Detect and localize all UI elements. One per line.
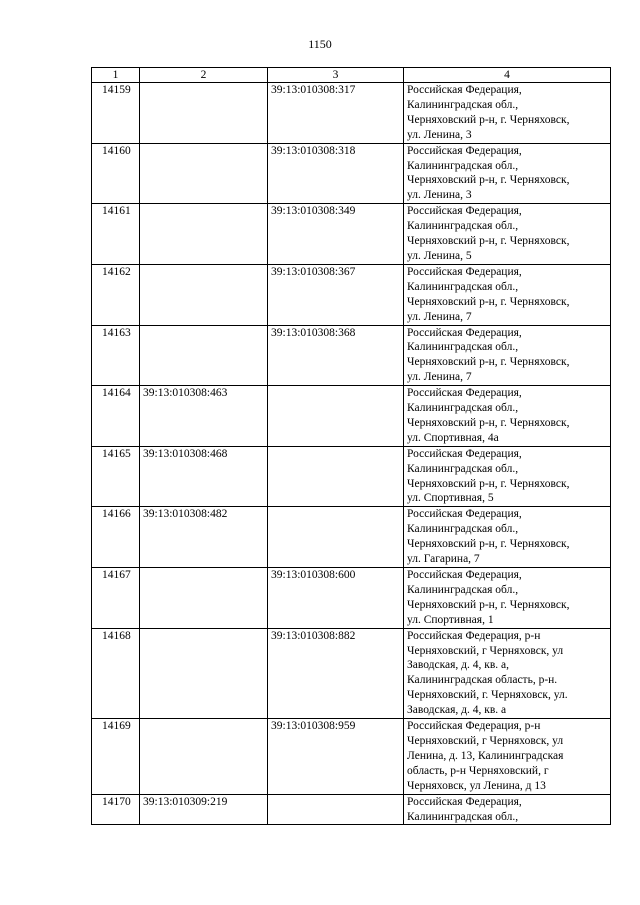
row-number-cell: 14164 bbox=[92, 386, 140, 447]
registry-table bbox=[91, 67, 611, 825]
address-cell: Российская Федерация, р-н Черняховский, г Черняховск, ул Заводская, д. 4, кв. а, Калининградская область, р-н. Черняховский, г. Черняховск, ул. Заводская, д. 4, кв. а bbox=[404, 628, 611, 718]
address-cell: Российская Федерация, Калининградская обл., Черняховский р-н, г. Черняховск, ул. Спортивная, 4а bbox=[404, 386, 611, 447]
cadastral-number-cell bbox=[140, 628, 268, 718]
cadastral-number-cell: 39:13:010308:349 bbox=[268, 204, 404, 265]
address-cell: Российская Федерация, Калининградская обл., Черняховский р-н, г. Черняховск, ул. Гагарина, 7 bbox=[404, 507, 611, 568]
row-number-cell: 14170 bbox=[92, 794, 140, 825]
address-cell: Российская Федерация, Калининградская обл., Черняховский р-н, г. Черняховск, ул. Ленина, 7 bbox=[404, 325, 611, 386]
table-row bbox=[92, 143, 611, 204]
row-number-cell: 14166 bbox=[92, 507, 140, 568]
cadastral-number-cell bbox=[140, 83, 268, 144]
cadastral-number-cell: 39:13:010308:463 bbox=[140, 386, 268, 447]
cadastral-number-cell bbox=[268, 386, 404, 447]
page-number: 1150 bbox=[308, 37, 332, 51]
row-number-cell: 14168 bbox=[92, 628, 140, 718]
cadastral-number-cell bbox=[140, 325, 268, 386]
cadastral-number-cell: 39:13:010308:367 bbox=[268, 264, 404, 325]
cadastral-number-cell bbox=[268, 794, 404, 825]
table-row bbox=[92, 264, 611, 325]
cadastral-number-cell bbox=[140, 719, 268, 795]
table-row bbox=[92, 325, 611, 386]
column-header-4: 4 bbox=[404, 68, 611, 83]
row-number-cell: 14162 bbox=[92, 264, 140, 325]
cadastral-number-cell: 39:13:010308:882 bbox=[268, 628, 404, 718]
address-cell: Российская Федерация, Калининградская обл., Черняховский р-н, г. Черняховск, ул. Спортивная, 1 bbox=[404, 568, 611, 629]
cadastral-number-cell bbox=[268, 446, 404, 507]
cadastral-number-cell bbox=[140, 204, 268, 265]
column-header-3: 3 bbox=[268, 68, 404, 83]
cadastral-number-cell bbox=[140, 264, 268, 325]
cadastral-number-cell: 39:13:010308:318 bbox=[268, 143, 404, 204]
cadastral-number-cell: 39:13:010308:317 bbox=[268, 83, 404, 144]
table-row bbox=[92, 568, 611, 629]
address-cell: Российская Федерация, Калининградская обл., Черняховский р-н, г. Черняховск, ул. Ленина, 3 bbox=[404, 143, 611, 204]
table-row bbox=[92, 446, 611, 507]
cadastral-number-cell: 39:13:010309:219 bbox=[140, 794, 268, 825]
column-header-1: 1 bbox=[92, 68, 140, 83]
row-number-cell: 14169 bbox=[92, 719, 140, 795]
table-row bbox=[92, 719, 611, 795]
row-number-cell: 14160 bbox=[92, 143, 140, 204]
cadastral-number-cell: 39:13:010308:959 bbox=[268, 719, 404, 795]
column-header-2: 2 bbox=[140, 68, 268, 83]
cadastral-number-cell bbox=[268, 507, 404, 568]
table-row bbox=[92, 83, 611, 144]
cadastral-number-cell: 39:13:010308:482 bbox=[140, 507, 268, 568]
table-row bbox=[92, 507, 611, 568]
address-cell: Российская Федерация, Калининградская обл., bbox=[404, 794, 611, 825]
table-row bbox=[92, 628, 611, 718]
address-cell: Российская Федерация, Калининградская обл., Черняховский р-н, г. Черняховск, ул. Ленина, 5 bbox=[404, 204, 611, 265]
cadastral-number-cell bbox=[140, 568, 268, 629]
table-header-row bbox=[92, 68, 611, 83]
address-cell: Российская Федерация, Калининградская обл., Черняховский р-н, г. Черняховск, ул. Ленина, 7 bbox=[404, 264, 611, 325]
address-cell: Российская Федерация, Калининградская обл., Черняховский р-н, г. Черняховск, ул. Спортивная, 5 bbox=[404, 446, 611, 507]
address-cell: Российская Федерация, р-н Черняховский, г Черняховск, ул Ленина, д. 13, Калининградская область, р-н Черняховский, г Черняховск, ул Ленина, д 13 bbox=[404, 719, 611, 795]
address-cell: Российская Федерация, Калининградская обл., Черняховский р-н, г. Черняховск, ул. Ленина, 3 bbox=[404, 83, 611, 144]
cadastral-number-cell bbox=[140, 143, 268, 204]
cadastral-number-cell: 39:13:010308:468 bbox=[140, 446, 268, 507]
row-number-cell: 14165 bbox=[92, 446, 140, 507]
cadastral-number-cell: 39:13:010308:368 bbox=[268, 325, 404, 386]
table-row bbox=[92, 386, 611, 447]
row-number-cell: 14163 bbox=[92, 325, 140, 386]
cadastral-number-cell: 39:13:010308:600 bbox=[268, 568, 404, 629]
table-row bbox=[92, 794, 611, 825]
table-row bbox=[92, 204, 611, 265]
row-number-cell: 14161 bbox=[92, 204, 140, 265]
row-number-cell: 14159 bbox=[92, 83, 140, 144]
row-number-cell: 14167 bbox=[92, 568, 140, 629]
